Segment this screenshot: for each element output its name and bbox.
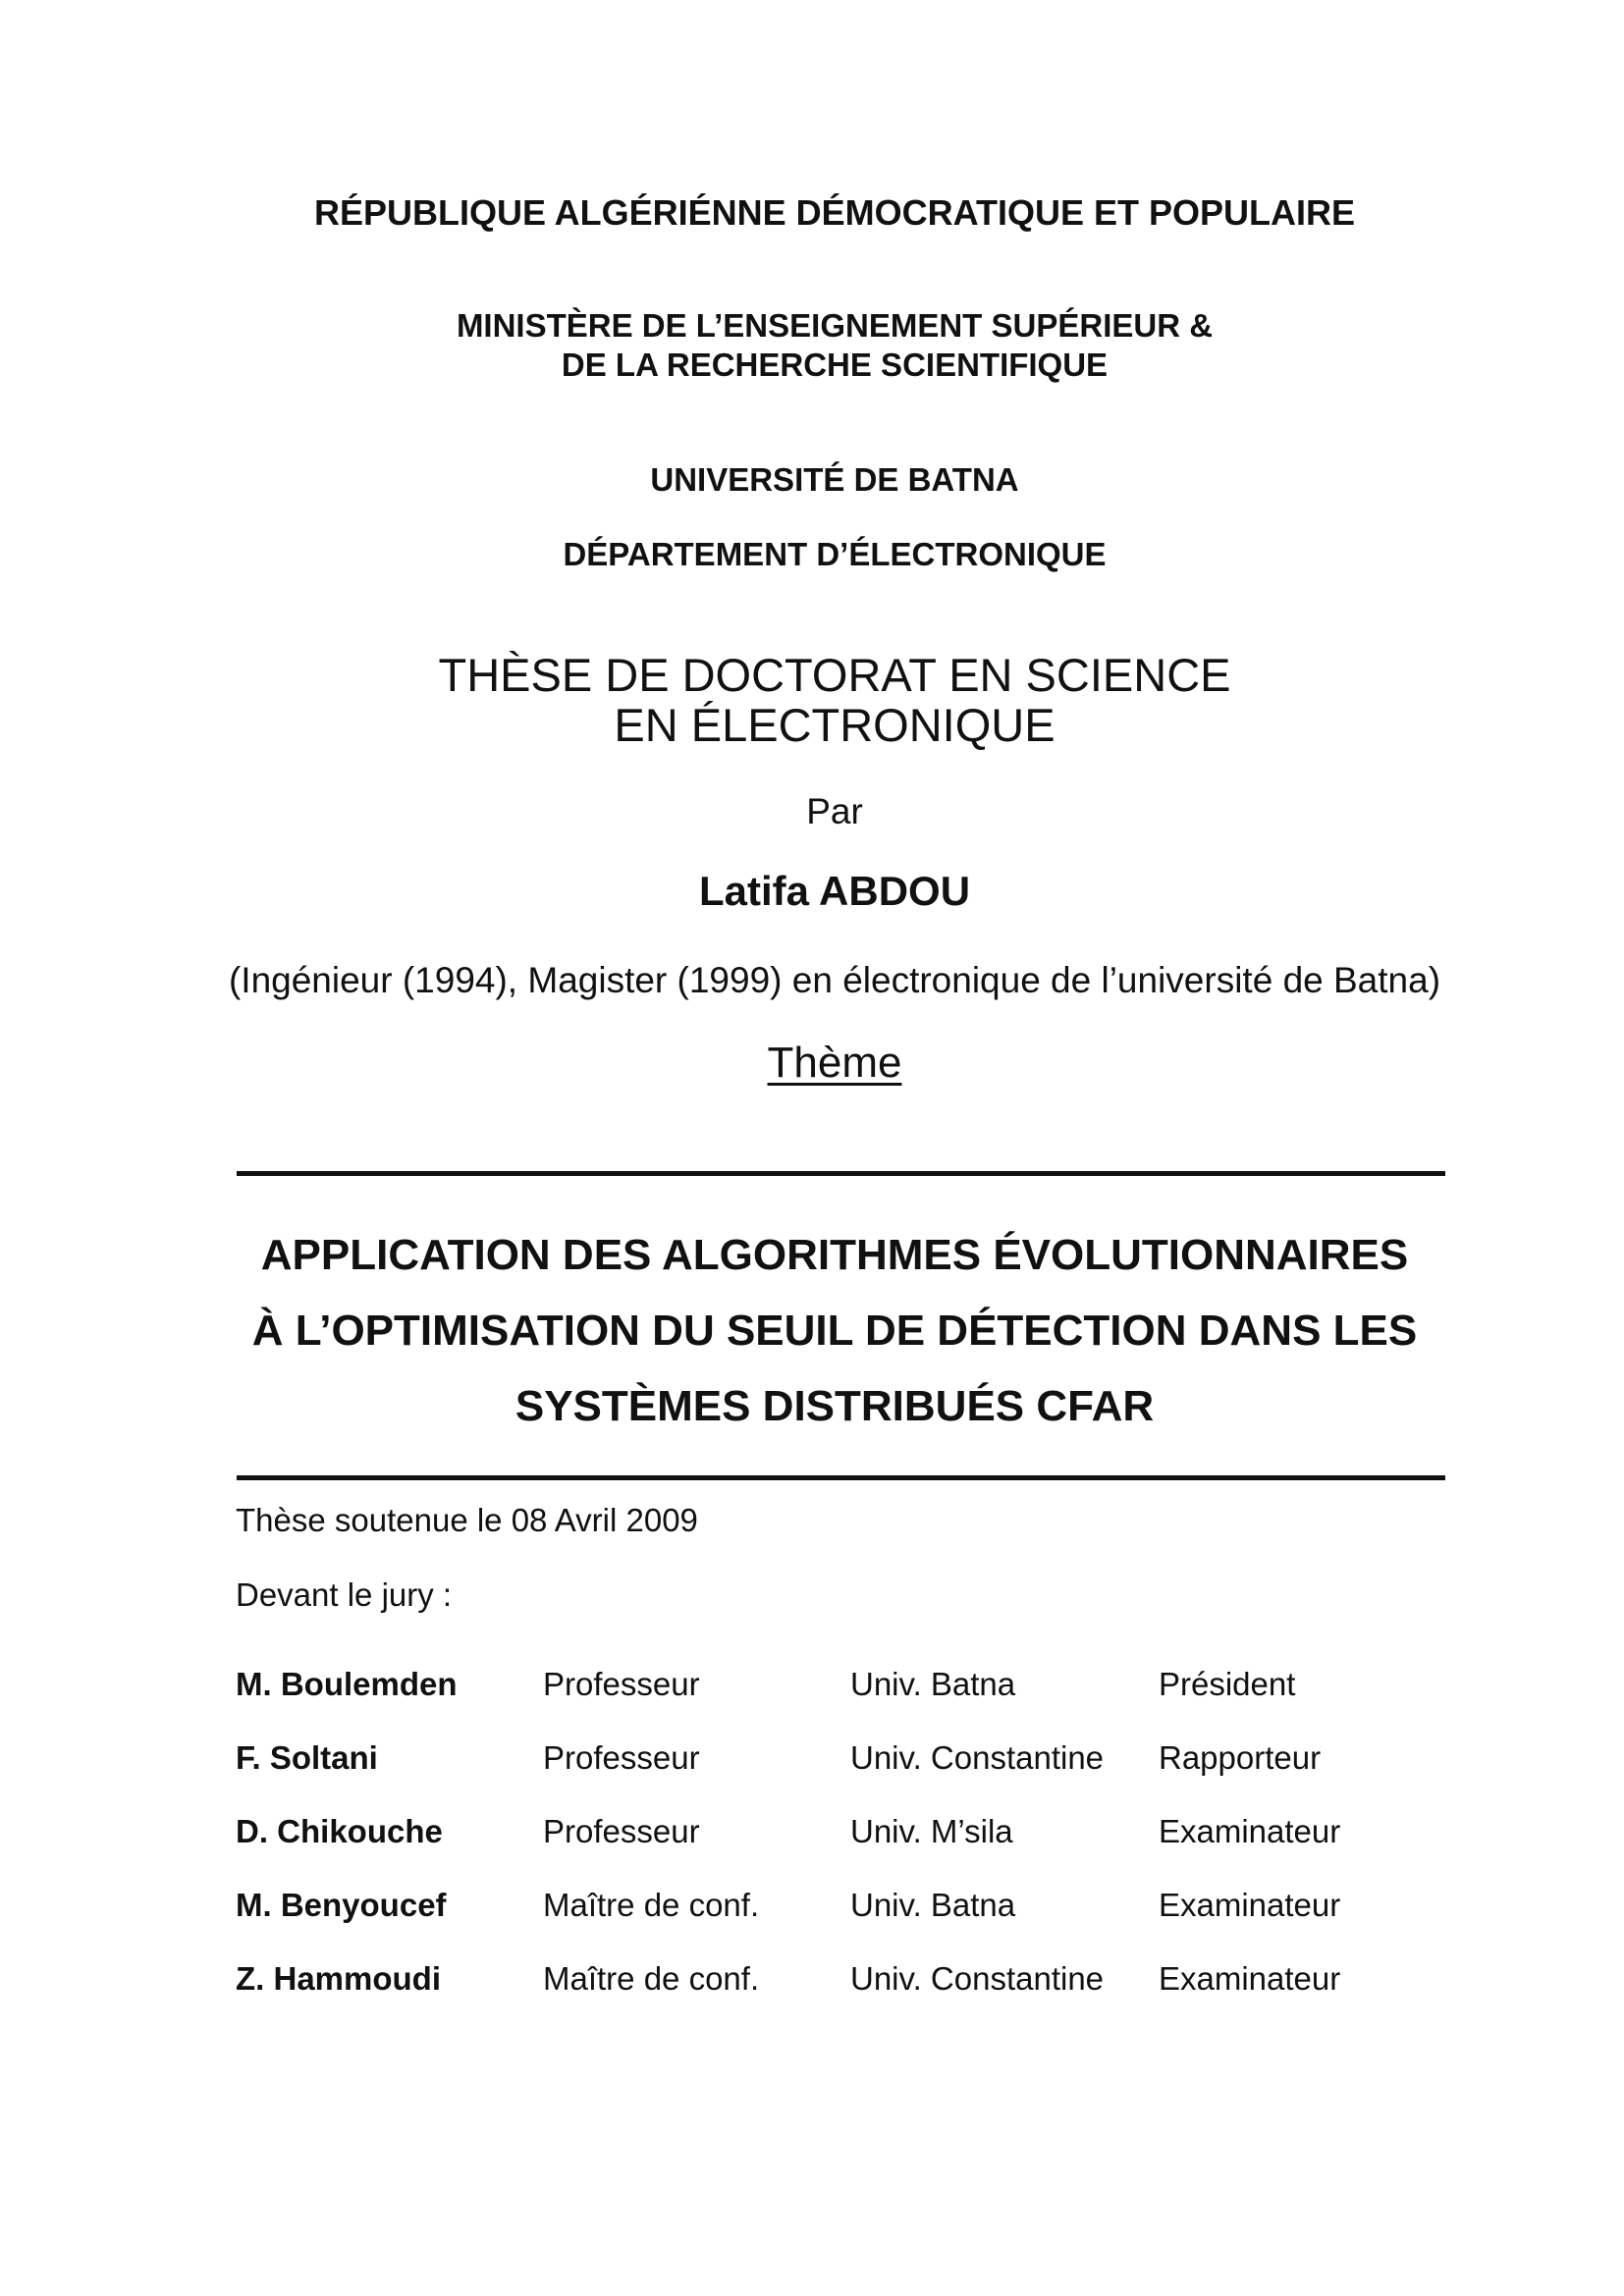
thesis-title-line-1: APPLICATION DES ALGORITHMES ÉVOLUTIONNAIRES [260, 1231, 1409, 1279]
thesis-title-line-2: À L’OPTIMISATION DU SEUIL DE DÉTECTION DANS LES [251, 1307, 1418, 1355]
ministry-line-1: MINISTÈRE DE L’ENSEIGNEMENT SUPÉRIEUR & [456, 307, 1214, 344]
thesis-type [0, 650, 1624, 750]
jury-member-university: Univ. M’sila [850, 1813, 1013, 1849]
jury-member-rank: Professeur [543, 1666, 700, 1702]
thesis-title [0, 1217, 1624, 1444]
jury-member-rank: Professeur [543, 1813, 700, 1849]
jury-member-role: Examinateur [1159, 1960, 1341, 1997]
department-heading: DÉPARTEMENT D’ÉLECTRONIQUE [563, 536, 1107, 572]
jury-member-name: M. Benyoucef [236, 1887, 447, 1923]
jury-member-name: F. Soltani [236, 1739, 378, 1776]
jury-intro: Devant le jury : [236, 1576, 453, 1613]
theme-label [0, 1039, 1624, 1088]
university-heading: UNIVERSITÉ DE BATNA [650, 461, 1019, 498]
jury-member-role: Examinateur [1159, 1813, 1341, 1849]
jury-member-name: D. Chikouche [236, 1813, 443, 1849]
jury-member-role: Examinateur [1159, 1887, 1341, 1923]
defense-date: Thèse soutenue le 08 Avril 2009 [236, 1502, 698, 1538]
title-top-rule [237, 1171, 1445, 1176]
ministry-heading [0, 306, 1624, 385]
jury-member-name: Z. Hammoudi [236, 1960, 442, 1997]
jury-member-rank: Maître de conf. [543, 1887, 760, 1923]
by-label: Par [806, 791, 863, 831]
author-qualifications: (Ingénieur (1994), Magister (1999) en électronique de l’université de Batna) [228, 960, 1441, 1000]
jury-member-university: Univ. Constantine [850, 1739, 1105, 1776]
jury-member-role: Rapporteur [1159, 1739, 1322, 1776]
thesis-title-line-3: SYSTÈMES DISTRIBUÉS CFAR [514, 1382, 1155, 1430]
theme-label-text: Thème [767, 1039, 902, 1087]
thesis-type-line-2: EN ÉLECTRONIQUE [614, 699, 1056, 751]
jury-member-university: Univ. Constantine [850, 1960, 1105, 1997]
jury-member-university: Univ. Batna [850, 1887, 1016, 1923]
jury-member-rank: Maître de conf. [543, 1960, 760, 1997]
jury-member-university: Univ. Batna [850, 1666, 1016, 1702]
author-name: Latifa ABDOU [698, 868, 971, 914]
jury-member-role: Président [1159, 1666, 1296, 1702]
ministry-line-2: DE LA RECHERCHE SCIENTIFIQUE [561, 347, 1109, 383]
jury-member-name: M. Boulemden [236, 1666, 458, 1702]
thesis-type-line-1: THÈSE DE DOCTORAT EN SCIENCE [438, 649, 1231, 701]
republic-heading: RÉPUBLIQUE ALGÉRIÉNNE DÉMOCRATIQUE ET POPULAIRE [313, 192, 1356, 233]
title-bottom-rule [237, 1475, 1445, 1480]
jury-member-rank: Professeur [543, 1739, 700, 1776]
